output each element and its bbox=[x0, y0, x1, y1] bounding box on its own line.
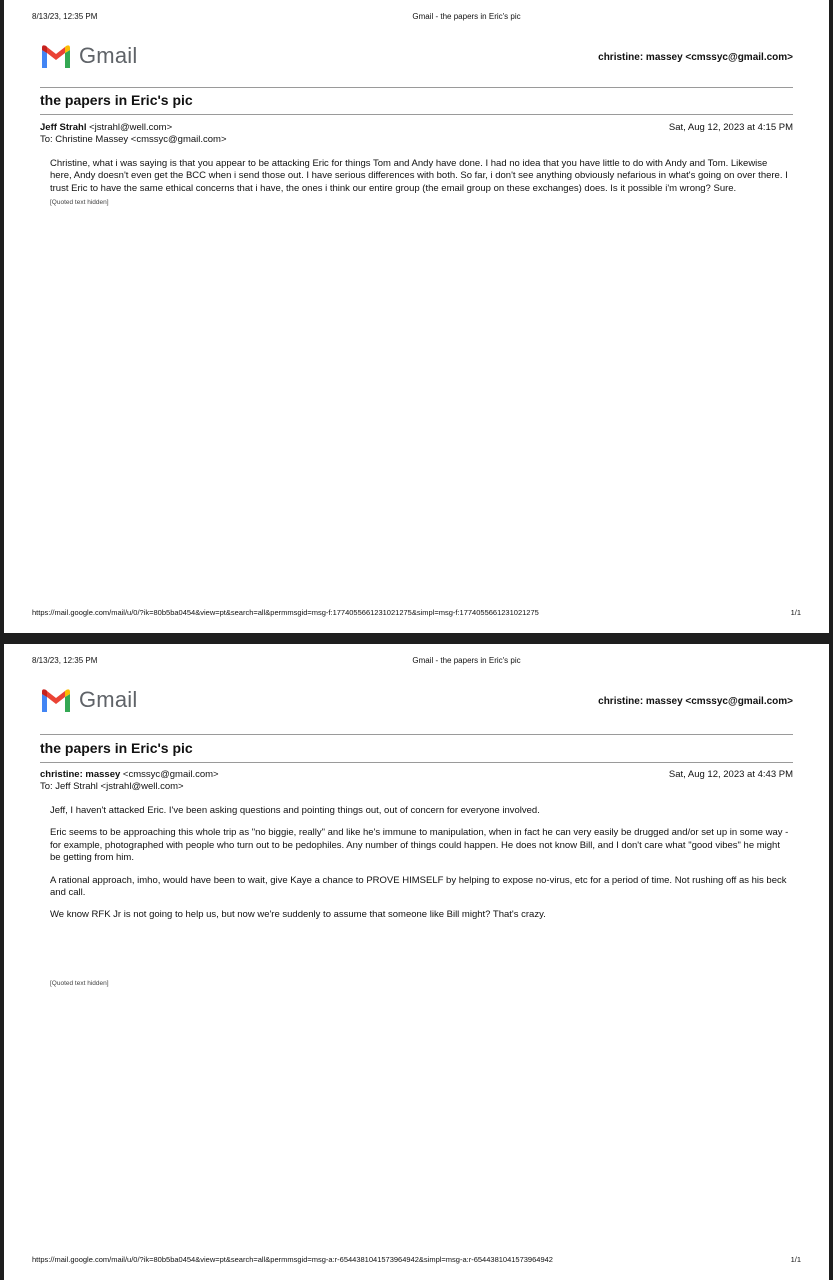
print-title: Gmail - the papers in Eric's pic bbox=[412, 12, 521, 21]
gmail-logo bbox=[40, 686, 137, 714]
message-paragraph: Jeff, I haven't attacked Eric. I've been asking questions and pointing things out, out of concern for everyone involved. bbox=[50, 805, 540, 816]
divider bbox=[40, 762, 793, 763]
sender-email: <cmssyc@gmail.com> bbox=[122, 769, 219, 780]
message-date: Sat, Aug 12, 2023 at 4:43 PM bbox=[668, 769, 793, 780]
quoted-text-hidden[interactable]: [Quoted text hidden] bbox=[50, 199, 109, 207]
gmail-logo-text: Gmail bbox=[79, 687, 138, 712]
footer-page-number: 1/1 bbox=[790, 608, 801, 617]
gmail-m-icon bbox=[40, 688, 72, 712]
quoted-text-hidden[interactable]: [Quoted text hidden] bbox=[50, 979, 109, 987]
recipient: To: Christine Massey <cmssyc@gmail.com> bbox=[40, 134, 227, 145]
message-body bbox=[50, 805, 789, 990]
print-date: 8/13/23, 12:35 PM bbox=[32, 12, 98, 21]
divider bbox=[40, 734, 793, 735]
message-date: Sat, Aug 12, 2023 at 4:15 PM bbox=[668, 122, 793, 133]
print-date: 8/13/23, 12:35 PM bbox=[32, 656, 98, 665]
print-title: Gmail - the papers in Eric's pic bbox=[412, 656, 521, 665]
message-paragraph: A rational approach, imho, would have been to wait, give Kaye a chance to PROVE HIMSELF by helping to expose no-virus, etc for a period of time. Not rushing off as his beck and call. bbox=[50, 874, 787, 899]
message-paragraph: Eric seems to be approaching this whole trip as "no biggie, really" and like he's immune to manipulation, when in fact he can very easily be drugged and/or set up in some way - for example, photographed with people who turn out to be pedophiles. Any number of things could happen. He does not know Bill, and I don't care what "good vibes" he might be getting from him. bbox=[50, 827, 789, 864]
message-paragraph: We know RFK Jr is not going to help us, but now we're suddenly to assume that someone like Bill might? That's crazy. bbox=[50, 909, 546, 921]
message-body bbox=[50, 158, 789, 210]
gmail-logo-text: Gmail bbox=[79, 43, 138, 68]
printed-page-1 bbox=[4, 0, 829, 633]
sender bbox=[40, 769, 219, 780]
sender-name: christine: massey bbox=[40, 769, 121, 780]
sender-email: <jstrahl@well.com> bbox=[89, 122, 173, 133]
printed-page-2 bbox=[4, 644, 829, 1280]
gmail-m-icon bbox=[40, 44, 72, 68]
divider bbox=[40, 114, 793, 115]
email-subject: the papers in Eric's pic bbox=[40, 92, 193, 108]
footer-url: https://mail.google.com/mail/u/0/?ik=80b5ba0454&view=pt&search=all&permmsgid=msg-a:r-6544381041573964942&simpl=msg-a:r-6544381041573964942 bbox=[32, 1255, 553, 1264]
footer-page-number: 1/1 bbox=[790, 1255, 801, 1264]
divider bbox=[40, 87, 793, 88]
gmail-logo bbox=[40, 42, 137, 70]
email-subject: the papers in Eric's pic bbox=[40, 740, 193, 756]
footer-url: https://mail.google.com/mail/u/0/?ik=80b5ba0454&view=pt&search=all&permmsgid=msg-f:1774055661231021275&simpl=msg-f:1774055661231021275 bbox=[32, 608, 539, 617]
recipient: To: Jeff Strahl <jstrahl@well.com> bbox=[40, 781, 184, 792]
sender bbox=[40, 122, 172, 133]
sender-name: Jeff Strahl bbox=[40, 122, 87, 133]
account-email: christine: massey <cmssyc@gmail.com> bbox=[598, 696, 793, 707]
account-email: christine: massey <cmssyc@gmail.com> bbox=[598, 52, 793, 63]
message-paragraph: Christine, what i was saying is that you appear to be attacking Eric for things Tom and Andy have done. I had no idea that you have little to do with Andy and Tom. Likewise here, Andy doesn't even get the BCC when i send those out. I have serious differences with both. So far, i don't see anything obviously nefarious in what's going on over there. I trust Eric to have the same ethical concerns that i have, the ones i think our entire group (the email group on these exchanges) does. Is it possible i'm wrong? Sure. bbox=[50, 158, 788, 194]
